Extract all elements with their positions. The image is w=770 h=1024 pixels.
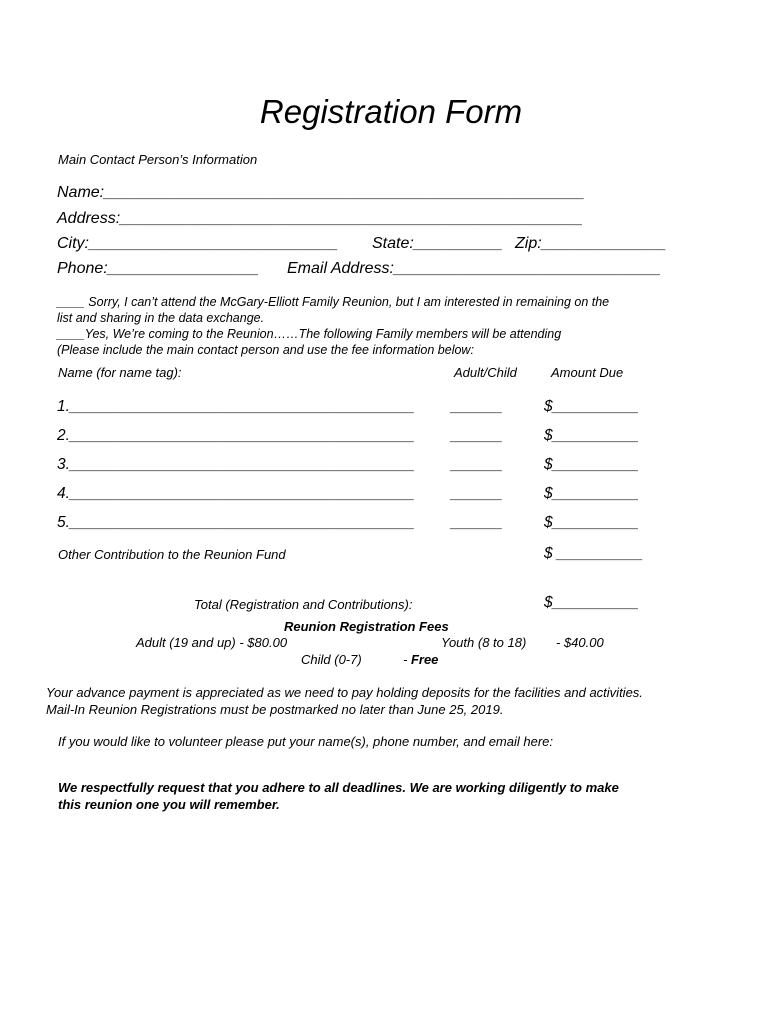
attendee-type-4[interactable]: ______ bbox=[451, 485, 503, 502]
attendee-name-5[interactable]: 5.________________________________________ bbox=[57, 514, 415, 531]
attendance-options bbox=[57, 294, 609, 358]
fees-heading: Reunion Registration Fees bbox=[284, 619, 449, 634]
other-contribution-label: Other Contribution to the Reunion Fund bbox=[58, 547, 286, 562]
total-amount[interactable]: $__________ bbox=[544, 594, 639, 611]
attendee-type-1[interactable]: ______ bbox=[451, 398, 503, 415]
attendee-amount-3[interactable]: $__________ bbox=[544, 456, 639, 473]
attendee-amount-1[interactable]: $__________ bbox=[544, 398, 639, 415]
phone-field[interactable]: Phone:_________________ bbox=[57, 260, 259, 277]
col-header-adult-child: Adult/Child bbox=[454, 365, 517, 380]
fee-child: Child (0-7) bbox=[301, 652, 362, 667]
page-title: Registration Form bbox=[259, 93, 523, 130]
fee-child-price bbox=[403, 652, 438, 667]
attendee-amount-4[interactable]: $__________ bbox=[544, 485, 639, 502]
deadline-note-line2: this reunion one you will remember. bbox=[58, 797, 280, 812]
volunteer-note: If you would like to volunteer please put your name(s), phone number, and email here: bbox=[58, 734, 554, 749]
total-label: Total (Registration and Contributions): bbox=[194, 597, 413, 612]
yes-option[interactable]: ____Yes, We’re coming to the Reunion……The following Family members will be attending bbox=[57, 327, 562, 341]
fee-youth-price: - $40.00 bbox=[556, 635, 604, 650]
attendee-name-1[interactable]: 1.________________________________________ bbox=[57, 398, 415, 415]
attendee-name-4[interactable]: 4.________________________________________ bbox=[57, 485, 415, 502]
col-header-amount: Amount Due bbox=[551, 365, 624, 380]
deadline-note-line1: We respectfully request that you adhere to all deadlines. We are working diligently to make bbox=[58, 780, 619, 795]
email-field[interactable]: Email Address:______________________________ bbox=[287, 260, 661, 277]
attendee-type-2[interactable]: ______ bbox=[451, 427, 503, 444]
col-header-name: Name (for name tag): bbox=[58, 365, 182, 380]
mail-in-note: Mail-In Reunion Registrations must be postmarked no later than June 25, 2019. bbox=[46, 702, 504, 717]
city-field[interactable]: City:____________________________ bbox=[57, 235, 339, 252]
fee-youth: Youth (8 to 18) bbox=[441, 635, 527, 650]
attendee-amount-5[interactable]: $__________ bbox=[544, 514, 639, 531]
fee-child-price-value: Free bbox=[410, 652, 439, 667]
fee-adult: Adult (19 and up) - $80.00 bbox=[136, 635, 288, 650]
attendee-type-3[interactable]: ______ bbox=[451, 456, 503, 473]
attendee-name-2[interactable]: 2.________________________________________ bbox=[57, 427, 415, 444]
main-contact-heading: Main Contact Person’s Information bbox=[58, 152, 258, 167]
attendee-name-3[interactable]: 3.________________________________________ bbox=[57, 456, 415, 473]
sorry-option-cont: list and sharing in the data exchange. bbox=[57, 311, 265, 325]
attendee-amount-2[interactable]: $__________ bbox=[544, 427, 639, 444]
address-field[interactable]: Address:____________________________________________________ bbox=[57, 210, 583, 227]
advance-payment-note: Your advance payment is appreciated as we need to pay holding deposits for the facilities and activities. bbox=[46, 685, 643, 700]
attendee-type-5[interactable]: ______ bbox=[451, 514, 503, 531]
fee-instruction: (Please include the main contact person and use the fee information below: bbox=[57, 343, 474, 357]
other-contribution-amount[interactable]: $ __________ bbox=[544, 545, 644, 562]
zip-field[interactable]: Zip:______________ bbox=[515, 235, 667, 252]
fee-child-price-prefix: - bbox=[403, 652, 411, 667]
state-field[interactable]: State:__________ bbox=[372, 235, 503, 252]
sorry-option[interactable]: ____ Sorry, I can’t attend the McGary-Elliott Family Reunion, but I am interested in remaining on the bbox=[57, 295, 610, 309]
name-field[interactable]: Name:______________________________________________________ bbox=[57, 184, 585, 201]
